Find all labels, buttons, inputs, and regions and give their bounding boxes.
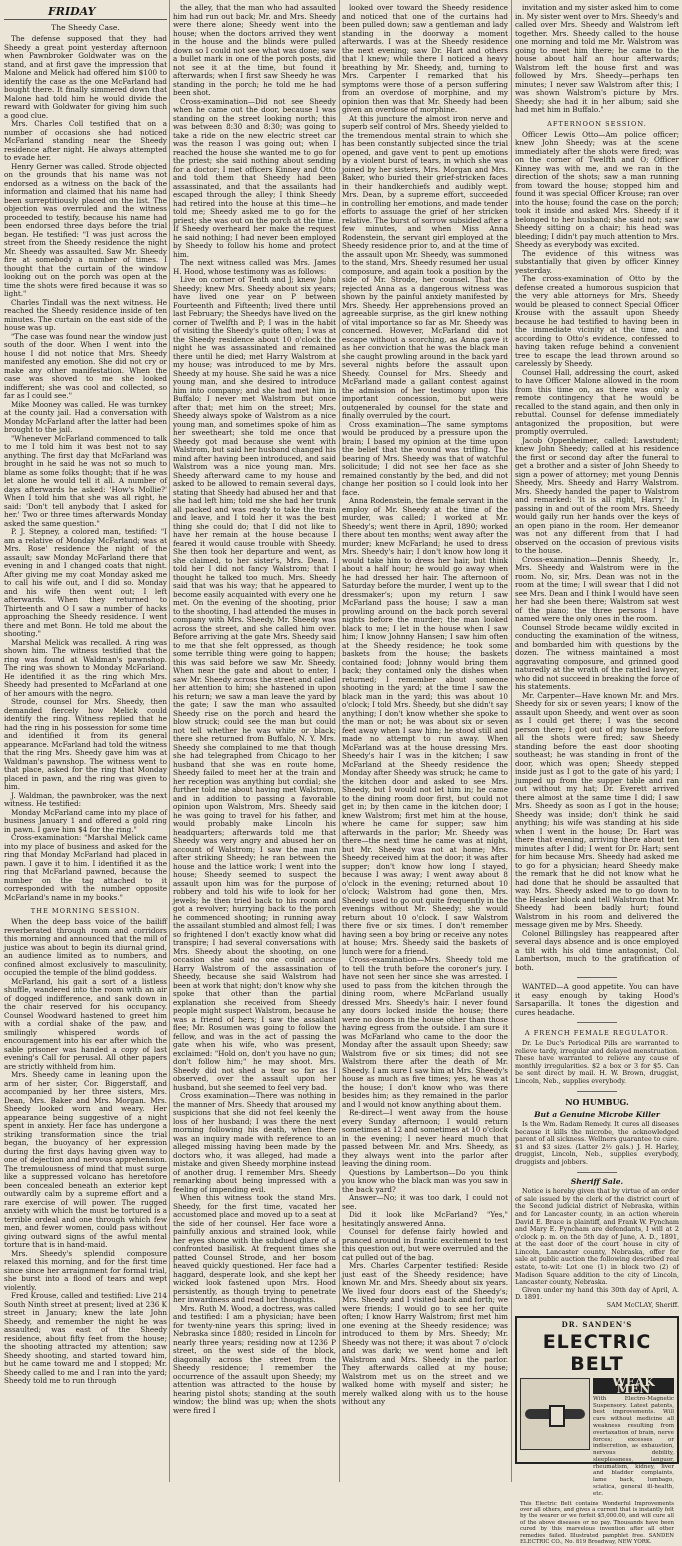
paragraph: Cross-examination—Did not see Sheedy when he came out the door, because I was standing on the street looking north; this was between 8:30 and 8:30; was going to take a ride on the new electric street car was the reason I was going out; when I reached the house she wanted me to go for the priest; she said nothing about sending for a doctor; I met officers Kinney and Otto and told them that Sheedy had been assassinated, and that the assailants had escaped through the alley; I think Sheedy had retired into the house at this time—he told me; Sheedy asked me to go for the priest; she was out on the porch at the time. If Sheedy overheard her make the request he said nothing; I had never been employed by Sheedy to follow his home and protect him. — [173, 96, 336, 259]
paragraph: looked over toward the Sheedy residence and noticed that one of the curtains had been pulled down; saw a gentleman and lady standing in the doorway a moment afterwards. I was at the Sheedy residence the next evening; saw Dr. Hart and others that I knew; while there I noticed a heavy breathing by Mr. Sheedy, and, turning to Mrs. Carpenter I remarked that his symptoms were those of a person suffering from an overdose of morphine, and my opinion then was that Mr. Sheedy had been given an overdose of morphine. — [342, 3, 508, 114]
paragraph: Live on corner of Tenth and J; knew John Sheedy; knew Mrs. Sheedy about six years; have lived one year on P between Fourteenth and Fifteenth; lived there until last February; the Sheedys have lived on the corner of Twelfth and P; I was in the habit of visiting the Sheedy's quite often; I was at the Sheedy residence about 10 o'clock the night he was assassinated and remained there until he died; met Harry Walstrom at my house; was introduced to me by Mrs. Sheedy at my house. She said he was a nice young man, and she desired to introduce him into company; and she had met him in Buffalo; I never met Walstrom but once after that; met him on the street; Mrs. Sheedy always spoke of Walstrom as a nice young man, and sometimes spoke of him as her sweetheart; she told me once that Sheedy got mad because she went with Walstrom, but said her husband changed his mind after having been introduced, and said Walstrom was a nice young man. Mrs. Sheedy afterward came to my house and asked to be allowed to remain several days, stating that Sheedy had abused her and that she had left him; told me she had her trunk all packed and was ready to take the train and leave, and I told her it was the best thing she could do; that I did not like to have her remain at the house because I feared it would cause trouble with Sheedy. She then took her departure and went, as she claimed, to her sister's, Mrs. Dean. I told her I did not fancy Walstrom; that I thought he talked too much. Mrs. Sheedy said that was his way; that he appeared to become easily acquainted with every one he met. On the evening of the shooting, prior to the shooting, I had attended the muses in company with Mrs. Sheedy. Mr. Sheedy was across the street, and she called him over. Before arriving at the gate Mrs. Sheedy said to me that she felt oppressed, as though some terrible thing were going to happen; this was said before we saw Mr. Sheedy. When near the gate and about to enter, I saw Mr. Sheedy across the street and called her attention to him; she hastened in upon his return; we saw a man leave the yard by the gate; I saw the man who assaulted Sheedy rise on the porch and heard the blow struck; could see the man but could not tell whether he was white or black; there she returned from Buffalo, N. Y. Mrs. Sheedy she complained to me that though she had telegraphed from Chicago to her husband that she was en route home, Sheedy failed to meet her at the train and her reception was anything but cordial; she further told me about having met Walstrom, and in addition to passing a favorable opinion upon Walstrom, Mrs. Sheedy said he was going to travel for his father, and would probably make Lincoln his headquarters; afterwards told me that Sheedy was very angry and abused her on account of Walstrom; I saw the man run after striking Sheedy; he ran between the house and the lattice work; I went into the house; Sheedy seemed to suspect the assault upon him was for the purpose of robbery and told his wife to look for her jewels; he then tried back to his room and got a revolver; hurrying back to the porch he commenced shooting; in running away the assailant stumbled and almost fell; I was so frightened I don't exactly know what did transpire; I had several conversations with Mrs. Sheedy about the shooting, on one occasion she said no one could accuse Harry Walstrom of the assassination of Sheedy, because she said Walstrom had been at work that night; don't know why she spoke that other than the partial explanation she received from Sheedy people might suspect Walstrom, because he was a friend of hers; I saw the assailant flee; Mr. Rosumen was going to follow the fellow, and was in the act of passing the gate when his wife, who was present, exclaimed: "Hold on, don't you have no gun; don't follow him;" he may shoot. Mrs. Sheedy did not shed a tear so far as I observed, over the assault upon her husband, but she seemed to feel very bad. — [173, 275, 336, 1092]
paragraph: Mr. Carpenter—Have known Mr. and Mrs. Sheedy for six or seven years; I know of the assault upon Sheedy, and went over as soon as I could get there; I was the second person there; I got out of my house before all the shots were fired; saw Sheedy standing before the east door shooting southeast; he was standing in front of the door, which was open; Sheedy stepped inside just as I got to the gate of his yard; I jumped up from the supper table and ran out without my hat; Dr. Everett arrived there almost at the same time I did; I saw Mrs. Sheedy as soon as I got in the house; Sheedy was inside; don't think he said anything; his wife was standing at his side when I went in the house; Dr. Hart was there that evening, arriving there about ten minutes after I did; I went for Dr. Hart; sent for him because Mrs. Sheedy had asked me to go for a physician; heard Sheedy make the remark that he did not know what he had done that he should be assaulted that way. Mrs. Sheedy asked me to go down to the Heasler block and tell Walstrom that Mr. Sheedy had been badly hurt; found Walstrom in his room and delivered the message given me by Mrs. Sheedy. — [515, 690, 679, 929]
paragraph: At this juncture the almost iron nerve and superb self control of Mrs. Sheedy yielded to the tremendous mental strain to which she has been constantly subjected since the trial opened, and gave vent to pent up emotions by a violent burst of tears, in which she was joined by her sisters, Mrs. Morgan and Mrs. Baker, who buried their grief-stricken faces in their handkerchiefs and audibly wept. Mrs. Dean, by a supreme effort, succeeded in controlling her emotions, and made tender efforts to assuage the grief of her stricken relative. The burst of sorrow subsided after a few minutes, and when Miss Anna Rodenstein, the servant girl employed at the Sheedy residence prior to, and at the time of the assault upon Mr. Sheedy, was summoned to the stand, Mrs. Sheedy resumed her usual composure, and again took a position by the side of Mr. Strode, her counsel. That the rejected Anna as a dangerous witness was shown by the painful anxiety manifested by Mrs. Sheedy. Her apprehensions proved an agreeable surprise, as the girl knew nothing of vital importance so far as Mr. Sheedy was concerned. However, McFarland did not escape without a scorching, as Anna gave it as her conviction that he was the black man she caught prowling around in the back yard several nights before the assault upon Sheedy. Counsel for Mrs. Sheedy and McFarland made a gallant contest against the admission of her testimony upon this important concession, but were outgeneraled by counsel for the state and finally overruled by the court. — [342, 113, 508, 420]
divider — [577, 1172, 617, 1173]
belt-ad-top: DR. SANDEN'S — [561, 1319, 633, 1329]
electric-belt-ad — [515, 1316, 679, 1546]
paragraph: Officer Lewis Otto—Am police officer; knew John Sheedy; was at the scene immediately after the shots were fired; was on the corner of Twelfth and O; Officer Kinney was with me, and we ran in the direction of the shots; saw a man running from toward the house; stopped him and found it was special Officer Krouse; ran over into the house; found the case on the porch; took it inside and asked Mrs. Sheedy if it belonged to her husband; she said not; saw Sheedy sitting on a chair; his head was bleeding; I didn't pay much attention to Mrs. Sheedy as everybody was excited. — [515, 129, 679, 249]
paragraph: Mrs. Sheedy's splendid composure relaxed this morning, and for the first time since since her arraignment for formal trial, she burst into a flood of tears and wept violently. — [4, 1248, 167, 1292]
paragraph: The evidence of this witness was substantially that given by officer Kinney yesterday. — [515, 248, 679, 275]
paragraph: The defense supposed that they had Sheedy a great point yesterday afternoon when Pawnbroker Goldwater was on the stand, and at first gave the impression that Malone and Melick had offered him $100 to identify the case as the one McFarland had bought there. It finally simmered down that Malone had told him he would divide the reward with Goldwater for giving him such a good clue. — [4, 34, 167, 120]
paragraph: "Whenever McFarland commenced to talk to me I told him it was best not to say anything. The first day that McFarland was brought in he said he was not so much to blame as some folks thought; that if he was let alone he would tell it all. A number of days afterwards he asked: 'How's Mollie?' When I told him that she was all right, he said: 'Don't tell anybody that I asked for her.' Two or three times afterwards Monday asked the same question." — [4, 433, 167, 528]
paragraph: Marshal Melick was recalled. A ring was shown him. The witness testified that the ring was found at Waldman's pawnshop. The ring was shown to Monday McFarland. He identified it as the ring which Mrs. Sheedy had presented to McFarland at one of her amours with the negro. — [4, 637, 167, 698]
divider — [577, 1091, 617, 1092]
section-subheading: THE MORNING SESSION. — [30, 907, 141, 915]
column-3 — [342, 0, 508, 1482]
paragraph: J. Waldman, the pawnbroker, was the next witness. He testified: — [4, 790, 167, 808]
humbug-ad-body: Is the Wm. Radam Remedy. It cures all diseases because it kills the microbe, the acknowledged parent of all sickness. Wellners guarantee to cure. $1 and $3 sizes. (Latter 2½ gals.) J. H. Harley, druggist, Lincoln, Neb., supplies everybody, druggists and jobbers. — [515, 1120, 679, 1167]
humbug-ad-title: NO HUMBUG. — [565, 1096, 629, 1107]
paragraph: Cross-examination: "Marshal Melick came into my place of business and asked for the ring that Monday McFarland had placed in pawn. I gave it to him. I identified it as the ring that McFarland pawned, because the number on the tag attached to it corresponded with the number opposite McFarland's name in my books." — [4, 833, 167, 902]
paragraph: Jacob Oppenheimer, called: Lawstudent; knew John Sheedy; called at his residence the first or second day after the funeral to get a brother and a sister of John Sheedy to sign a power of attorney; met young Dennis Sheedy, Mrs. Sheedy and Harry Walstrom. Mrs. Sheedy handed the paper to Walstrom and remarked: 'It is all right, Harry.' In passing in and out of the room Mrs. Sheedy would gaily run her hands over the keys of an open piano in the room. Her demeanor was not any different from that I had observed on the occasion of previous visits to the house. — [515, 435, 679, 555]
sheriff-sale-body: Notice is hereby given that by virtue of an order of sale issued by the clerk of the district court of the Second judicial district of Nebraska, within and for Lancaster county, in an action wherein David E. Brace is plaintiff, and Frank W. Fyncham and Mary E. Fyncham are defendants, I will at 2 o'clock p. m. on the 5th day of June, A. D., 1891, at the east door of the court house in city of Lincoln, Lancaster county, Nebraska, offer for sale at public auction the following described real estate, to-wit: Lot one (1) in block two (2) of Madison Square addition to the city of Lincoln, Lancaster county, Nebraska. — [515, 1187, 680, 1287]
paragraph: Cross examination—The same symptoms would be produced by a pressure upon the brain; I based my opinion at the time upon the belief that the wound was trifling. The bearing of Mrs. Sheedy was that of watchful solicitude; I did not see her face as she remained constantly by the bed, and did not change her position so I could look into her face. — [342, 419, 508, 497]
paragraph: The next witness called was Mrs. James H. Hood, whose testimony was as follows: — [173, 258, 336, 276]
paragraph: the alley, that the man who had assaulted him had run out back; Mr. and Mrs. Sheedy were there alone; Sheedy went into the house; when the doctors arrived they went in the house and the blinds were pulled down so I could not see what was done; saw a bullet mark in one of the porch posts, did not see it at the time, but found it afterwards; when I first saw Sheedy he was standing in the porch; he told me he had been shot. — [173, 3, 336, 97]
column-rule — [169, 0, 170, 1482]
paragraph: Did it look like McFarland? "Yes," hesitatingly answered Anna. — [342, 1210, 508, 1228]
paragraph: Mrs. Charles Carpenter testified: Reside just east of the Sheedy residence; have known Mr. and Mrs. Sheedy about six years. We lived four doors east of the Sheedy's; Mrs. Sheedy and I visited back and forth; we were friends; I would go to see her quite often; I know Harry Walstrom; first met him one evening at the Sheedy residence; was introduced to them by Mrs. Sheedy; Mr. Sheedy was not there; it was about 7 o'clock and was dark; we went home and left Walstrom and Mrs. Sheedy in the parlor. They afterwards called at my house; Walstrom met us on the street and we walked home with myself and sister; he merely walked along with us to the house without any — [342, 1261, 508, 1406]
belt-ad-footer: This Electric Belt contains Wonderful Improvements over all others, and gives a current that is instantly felt by the wearer or we forfeit $5,000.00, and will cure all of the above diseases or no pay. Thousands have been cured by this marvelous invention after all other remedies failed. Illustrated pamphlet free. SANDEN ELECTRIC CO., No. 819 Broadway, NEW YORK. — [520, 1500, 674, 1546]
paragraph: Counsel Hall, addressing the court, asked to have Officer Malone allowed in the room from this time on, as there was only a remote contingency that he would be recalled to the stand again, and then only in rebuttal. Counsel for defense immediately antagonized the proposition, but were promptly overruled. — [515, 367, 679, 436]
paragraph: Answer—No; it was too dark, I could not see. — [342, 1193, 508, 1211]
column-4 — [515, 0, 680, 1546]
paragraph: Cross examination—There was nothing in the manner of Mrs. Sheedy that aroused my suspicions that she did not feel keenly the loss of her husband; I was there the next morning following his death, when there was an inquiry made with reference to an alleged missing having been made by the doctors who, it was alleged, had made a mistake and given Sheedy morphine instead of another drug. I remember Mrs. Sheedy remarking about being impressed with a feeling of impending evil. — [173, 1091, 336, 1194]
divider — [577, 977, 617, 978]
belt-ad-text — [593, 1375, 674, 1498]
paragraph: Charles Tindall was the next witness. He reached the Sheedy residence inside of ten minutes. The curtain on the east side of the house was up. — [4, 297, 167, 332]
hoods-ad: WANTED—A good appetite. You can have it easy enough by taking Hood's Sarsaparilla. It tones the digestion and cures headache. — [515, 982, 679, 1017]
paragraph: invitation and my sister asked him to come in. My sister went over to Mrs. Sheedy's and called over Mrs. Sheedy and Walstrom left together. Mrs. Sheedy called to the house one morning and told me Mr. Walstrom was going to meet him there; he came to the house about half an hour afterwards; Walstrom left the house first and was followed by Mrs. Sheedy—perhaps ten minutes; I never saw Walstrom after this; I was shown Walstrom's picture by Mrs. Sheedy; she had it in her album; said she had met him in Buffalo." — [515, 3, 679, 114]
paragraph: When the deep bass voice of the bailiff reverberated through room and corridors this morning and announced that the mill of justice was about to begin its diurnal grind, an audience limited as to numbers, and confined almost exclusively to masculinity, occupied the temple of the blind goddess. — [4, 917, 167, 977]
regulator-ad-title: A FRENCH FEMALE REGULATOR. — [524, 1029, 670, 1037]
header-rule — [4, 19, 167, 20]
paragraph: Anna Rodenstein, the female servant in the employ of Mr. Sheedy at the time of the murder, was called; I worked at Mr. Sheedy's; went there in April, 1890; worked there about ten months; went away after the murder; knew McFarland; he used to dress Mrs. Sheedy's hair; I don't know how long it would take him to dress her hair, but think about a half hour; he would go away when he had dressed her hair. The afternoon of Saturday before the murder, I went up to the dressmaker's; upon my return I saw McFarland pass the house; I saw a man prowling around on the back porch several nights before the murder; the man looked black to me; I let in the house when I saw him; I know Johnny Hansen; I saw him often at the Sheedy residence; he took some baskets from the house; the baskets contained food; Johnny would bring them back; they contained only the dishes when returned; I remember about someone shooting in the yard; at the time I saw the black man in the yard; this was about 10 o'clock; I told Mrs. Sheedy, but she didn't say anything; I don't know whether she spoke to the man or not; he was about six or seven feet away when I saw him; he stood still and made no attempt to run away. When McFarland was at the house dressing Mrs. Sheedy's hair I was in the kitchen; I saw McFarland at the Sheedy residence the Monday after Sheedy was struck; he came to the kitchen door and asked to see Mrs. Sheedy, but I would not let him in; he came to the dining room door first, but could not get in; by then came in the kitchen door; I knew Walstrom; first met him at the house, where he came for supper; saw him afterwards in the parlor; Mr. Sheedy was there—the next time he came was at night, but Mr. Sheedy was not at home; Mrs. Sheedy received him at the door; it was after supper; don't know how long I stayed, because I was away; I went away about 8 o'clock in the evening; returned about 10 o'clock; Walstrom had gone then, Mrs. Sheedy used to go out quite frequently in the evenings without Mr. Sheedy; she would return about 10 o'clock. I saw Walstrom there five or six times. I don't remember having seen a boy bring or receive any notes at house; Mrs. Sheedy said the baskets of lunch were for a friend. — [342, 496, 508, 956]
belt-ad-body — [520, 1375, 674, 1498]
article-body — [4, 35, 167, 902]
afternoon-session-heading: AFTERNOON SESSION. — [547, 119, 647, 128]
paragraph: Strode, counsel for Mrs. Sheedy, then demanded fiercely how Melick could identify the ring. Witness replied that he had the ring in his possession for some time and identified it from its general appearance. McFarland had told the witness that the ring Mrs. Sheedy gave him was at Waldman's pawnshop. The witness went to that place, asked for the ring that Monday placed in pawn, and the ring was given to him. — [4, 697, 167, 791]
sheriff-sale-signature: SAM McCLAY, Sheriff. — [606, 1301, 679, 1310]
article-heading: The Sheedy Case. — [51, 23, 120, 32]
paragraph: McFarland, his gait a sort of a listless shuffle, wandered into the room with an air of dogged indifference, and sank down in the chair reserved for his occupancy. Counsel Woodward hastened to greet him with a cordial shake of the paw, and smilingly whispered words of encouragement into his ear after which the sable prisoner was handed a copy of last evening's Call for perusal. All other papers are strictly withheld from him. — [4, 976, 167, 1071]
page-day-header: FRIDAY — [48, 5, 96, 18]
paragraph: The cross-examination of Otto by the defense created a humorous suspicion that the very able attorneys for Mrs. Sheedy would be pleased to connect Special Officer Krouse with the assault upon Sheedy because he had testified to having been in the immediate vicinity at the time, and according to Otto's evidence, confessed to having taken refuge behind a convenient tree to escape the lead thrown around so carelessly by Sheedy. — [515, 274, 679, 368]
paragraph: Mrs. Ruth M. Wood, a doctress, was called and testified: I am a physician; have been for twenty-nine years this spring; lived in Nebraska since 1880; resided in Lincoln for nearly three years; residing now at 1236 P street, on the west side of the block, diagonally across the street from the Sheedy residence; I remember the occurrence of the assault upon Sheedy; my attention was attracted to the house by hearing pistol shots; standing at the south window; the blind was up; when the shots were fired I — [173, 1303, 336, 1415]
paragraph: Henry Gerner was called. Strode objected on the grounds that his name was not endorsed as a witness on the back of the information and claimed that his name had been surreptitiously placed on the list. The objection was overruled and the witness proceeded to testify, because his name had been endorsed three days before the trial began. He testified: "I was just across the street from the Sheedy residence the night Mr. Sheedy was assaulted. Saw Mr. Sheedy fire at somebody a number of times. I thought that the curtain of the window looking out on the porch was open at the time the shots were fired because it was so light." — [4, 161, 167, 298]
belt-ad-weak-men: WEAK MEN — [593, 1378, 674, 1394]
article-body-continued — [4, 918, 167, 1386]
paragraph: Re-direct—I went away from the house every Sunday afternoon; I would return sometimes at 12 and sometimes at 10 o'clock in the evening; I never heard much that passed between Mr. and Mrs. Sheedy, as they always went into the parlor after leaving the dining room. — [342, 1108, 508, 1168]
paragraph: Counsel for defense fairly howled and pranced around in frantic excitement to test this question out, but were overruled and the cat pulled out of the bag. — [342, 1227, 508, 1262]
paragraph: "The case was found near the window just south of the door. When I went into the house I did not notice that Mrs. Sheedy manifested any emotion. She did not cry or make any other manifestation. When the case was shoved to me she looked indifferent; she was cool and collected, so far as I could see." — [4, 331, 167, 400]
paragraph: Questions by Lambertson—Do you think you know who the black man was you saw in the back yard? — [342, 1167, 508, 1194]
column-2 — [173, 0, 336, 1482]
paragraph: Cross-examination—Mrs. Sheedy told me to tell the truth before the coroner's jury. I have not seen her since she was arrested. I used to pass from the kitchen through the dining room, where McFarland usually dressed Mrs. Sheedy's hair. I never found any doors locked inside the house; there were no doors in the house other than those having egress from the outside. I am sure it was McFarland who came to the door the Monday after the assault upon Sheedy; saw Walstrom five or six times; did not see Walstrom there after the death of Mr. Sheedy. I am sure I saw him at Mrs. Sheedy's house as much as five times; yes, he was at the house; I don't know who was there besides him; as they remained in the parlor and I would not know anything about them. — [342, 955, 508, 1109]
paragraph: P. J. Stepney, a colored man, testified: "I am a relative of Monday McFarland; was at Mrs. Rose' residence the night of the assault; saw Monday McFarland there that evening in and I changed coats that night. After giving me my coat Monday asked me to call his wife out, and I did so. Monday and his wife then went out; I left afterwards. When they returned to Thirteenth and O I saw a number of hacks approaching the Sheedy residence. I went there and met Bonn. He told me about the shooting." — [4, 527, 167, 638]
paragraph: Fred Krouse, called and testified: Live 214 South Ninth street at present; lived at 236 K street in January; knew the late John Sheedy, and remember the night he was assaulted; was east of the Sheedy residence, about fifty feet from the house; the shooting attracted my attention; saw Sheedy shooting, and started toward him, but he came toward me and I stopped; Mr. Sheedy called to me and I ran into the yard; Sheedy told me to run through — [4, 1291, 167, 1385]
sheriff-sale-title: Sheriff Sale. — [570, 1176, 624, 1186]
paragraph: Mike Mooney was called. He was turnkey at the county jail. Had a conversation with Monday McFarland after the latter had been brought to the jail. — [4, 399, 167, 434]
column-rule — [511, 0, 512, 1482]
paragraph: Colonel Billingsley has reappeared after several days absence and is once employed a tilt with his old time antagonist, Col. Lambertson, much to the gratification of both. — [515, 928, 679, 972]
column-1 — [4, 0, 167, 1482]
column-rule — [339, 0, 340, 1482]
paragraph: Monday McFarland came into my place of business January 1 and offered a gold ring in pawn. I gave him $4 for the ring." — [4, 807, 167, 834]
paragraph: Mrs. Sheedy came in leaning upon the arm of her sister, Cor. Biggerstaff, and accompanied by her three sisters, Mrs. Dean, Mrs. Baker and Mrs. Morgan. Mrs. Sheedy looked worn and weary. Her appearance being suggestive of a night spent in anxiety. Her face has undergone a striking transformation since the trial began, the buoyancy of her expression during the first days having given way to one of dejection and nervous apprehension. The tremulousness of mind that must surge like a suppressed volcano has heretofore been concealed beneath an exterior kept outwardly calm by a supreme effort and a rare exercise of will power. The rugged anxiety with which the must be tortured is a terrible ordeal and one through which few men, and fewer women, could pass without giving outward signs of the awful mental torture that is in hand-maid. — [4, 1070, 167, 1249]
belt-ad-title: ELECTRIC BELT — [542, 1331, 652, 1376]
paragraph: Mrs. Charles Coll testified that on a number of occasions she had noticed McFarland standing near the Sheedy residence after night. He always attempted to evade her. — [4, 119, 167, 162]
paragraph: Counsel Strode became wildly excited in conducting the examination of the witness, and bombarded him with questions by the dozen. The witness maintained a most aggravating composure, and grinned good naturedly at the wrath of the rattled lawyer, who did not succeed in breaking the force of his statements. — [515, 622, 679, 691]
humbug-ad-subtitle: But a Genuine Microbe Killer — [534, 1109, 660, 1119]
sheriff-sale-given: Given under my hand this 30th day of April, A. D. 1891. — [515, 1285, 679, 1302]
belt-ad-side: With Electro-Magnetic Suspensory. Latest patents, best improvements. Will cure without medicine all weakness resulting from overtaxation of brain, nerve forces; excesses or indiscretion, as exhaustion, nervous debility, sleeplessness, languor, rheumatism, kidney, liver and bladder complaints, lame back, lumbago, sciatica, general ill-health, etc. — [593, 1395, 674, 1497]
paragraph: Cross-examination—Dennis Sheedy, Jr., Mrs. Sheedy and Walstrom were in the room. No, sir, Mrs. Dean was not in the room at the time; I will swear that I did not see Mrs. Dean and I think I would have seen her had she been there; Walstrom sat west of the piano; the three persons I have named were the only ones in the room. — [515, 554, 679, 623]
paragraph: When this witness took the stand Mrs. Sheedy, for the first time, vacated her accustomed place and moved up to a seat at the side of her counsel. Her face wore a painfully anxious and strained look, while her eyes shone with the subdued glare of a confronted basilisk. At frequent times she patted Counsel Strode, and her bosom heaved quickly questioned. Her face had a haggard, desperate look, and she kept her wicked look fastened upon Mrs. Hood persistently, as though trying to penetrate her inwardness and read her thoughts. — [173, 1193, 336, 1304]
belt-illustration-icon — [520, 1378, 590, 1450]
divider — [577, 1022, 617, 1023]
regulator-ad-body: Dr. Le Duc's Periodical Pills are warranted to relieve tardy, irregular and delayed menstruation. These have warranted to relieve any cause of monthly irregularities. $2 a box or 3 for $5. Can be sent direct by mail. H. W. Brown, druggist, Lincoln, Neb., supplies everybody. — [515, 1039, 679, 1085]
